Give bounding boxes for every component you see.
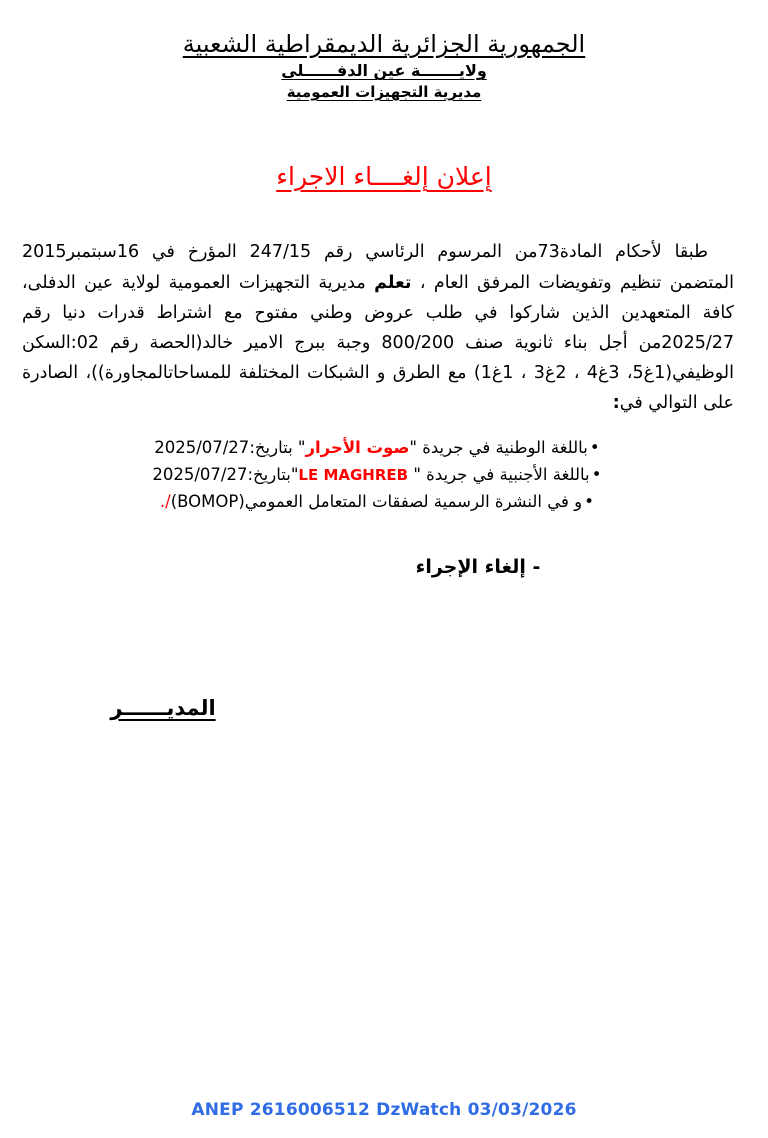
body-paragraph-part1: طبقا لأحكام المادة73من المرسوم الرئاسي رقم 247/15 المؤرخ في 16سبتمبر2015 المتضمن تنظيم وتفويضات المرفق العام ، bbox=[22, 242, 734, 293]
document-header bbox=[0, 0, 768, 102]
header-republic-line: الجمهورية الجزائرية الديمقراطية الشعبية bbox=[182, 30, 586, 58]
list-item-prefix: باللغة الأجنبية في جريدة " bbox=[408, 465, 590, 485]
footer-reference-text: ANEP 2616006512 DzWatch 03/03/2026 bbox=[191, 1100, 577, 1120]
decision-line bbox=[22, 556, 734, 578]
list-item-date: 2025/07/27 bbox=[152, 465, 248, 485]
body-paragraph-part2: مديرية التجهيزات العمومية لولاية عين الدفلى، كافة المتعهدين الذين شاركوا في طلب عروض وطني مفتوح مع اشتراط قدرات دنيا رقم 2025/27من أجل بناء ثانوية صنف 800/200 وجبة ببرج الامير خالد(الحصة رقم 02:السكن الوظيفي(1غ5، 3غ4 ، 2غ3 ، 1غ1) مع الطرق و الشبكات المختلفة للمساحاتالمجاورة))، الصادرة على التوالي في bbox=[22, 272, 734, 413]
list-item-newspaper-name: LE MAGHREB bbox=[298, 466, 409, 485]
bullet-icon: • bbox=[589, 438, 600, 458]
list-item-middle: ) bbox=[170, 491, 178, 511]
document-body bbox=[0, 237, 768, 719]
page-title-text: إعلان إلغــــاء الاجراء bbox=[276, 162, 492, 192]
signature-block bbox=[22, 696, 734, 720]
list-item-newspaper-name: صوت الأحرار bbox=[305, 438, 410, 458]
decision-text: - إلغاء الإجراء bbox=[415, 555, 541, 578]
signature-label: المديــــــر bbox=[110, 695, 216, 720]
footer-reference bbox=[0, 1100, 768, 1120]
list-item-middle: " بتاريخ: bbox=[249, 438, 306, 458]
body-paragraph-emphasis: تعلم bbox=[374, 272, 412, 293]
header-wilaya-line: ولايـــــــة عين الدفــــــلى bbox=[281, 61, 487, 81]
list-item bbox=[22, 435, 734, 462]
list-item bbox=[22, 462, 734, 489]
list-item-prefix: باللغة الوطنية في جريدة " bbox=[409, 438, 588, 458]
bullet-icon: • bbox=[591, 465, 602, 485]
publication-list bbox=[22, 435, 734, 515]
page-title bbox=[0, 162, 768, 191]
list-item-suffix: /. bbox=[159, 491, 171, 511]
body-paragraph bbox=[22, 237, 734, 418]
header-directorate-line: مديرية التجهيزات العمومية bbox=[286, 82, 482, 101]
body-paragraph-colon: : bbox=[612, 392, 620, 413]
list-item-prefix: و في النشرة الرسمية لصفقات المتعامل العمومي(BOMOP bbox=[177, 491, 583, 511]
list-item bbox=[22, 489, 734, 516]
list-item-date: 2025/07/27 bbox=[154, 438, 250, 458]
bullet-icon: • bbox=[584, 491, 594, 511]
list-item-middle: "بتاريخ: bbox=[247, 465, 299, 485]
